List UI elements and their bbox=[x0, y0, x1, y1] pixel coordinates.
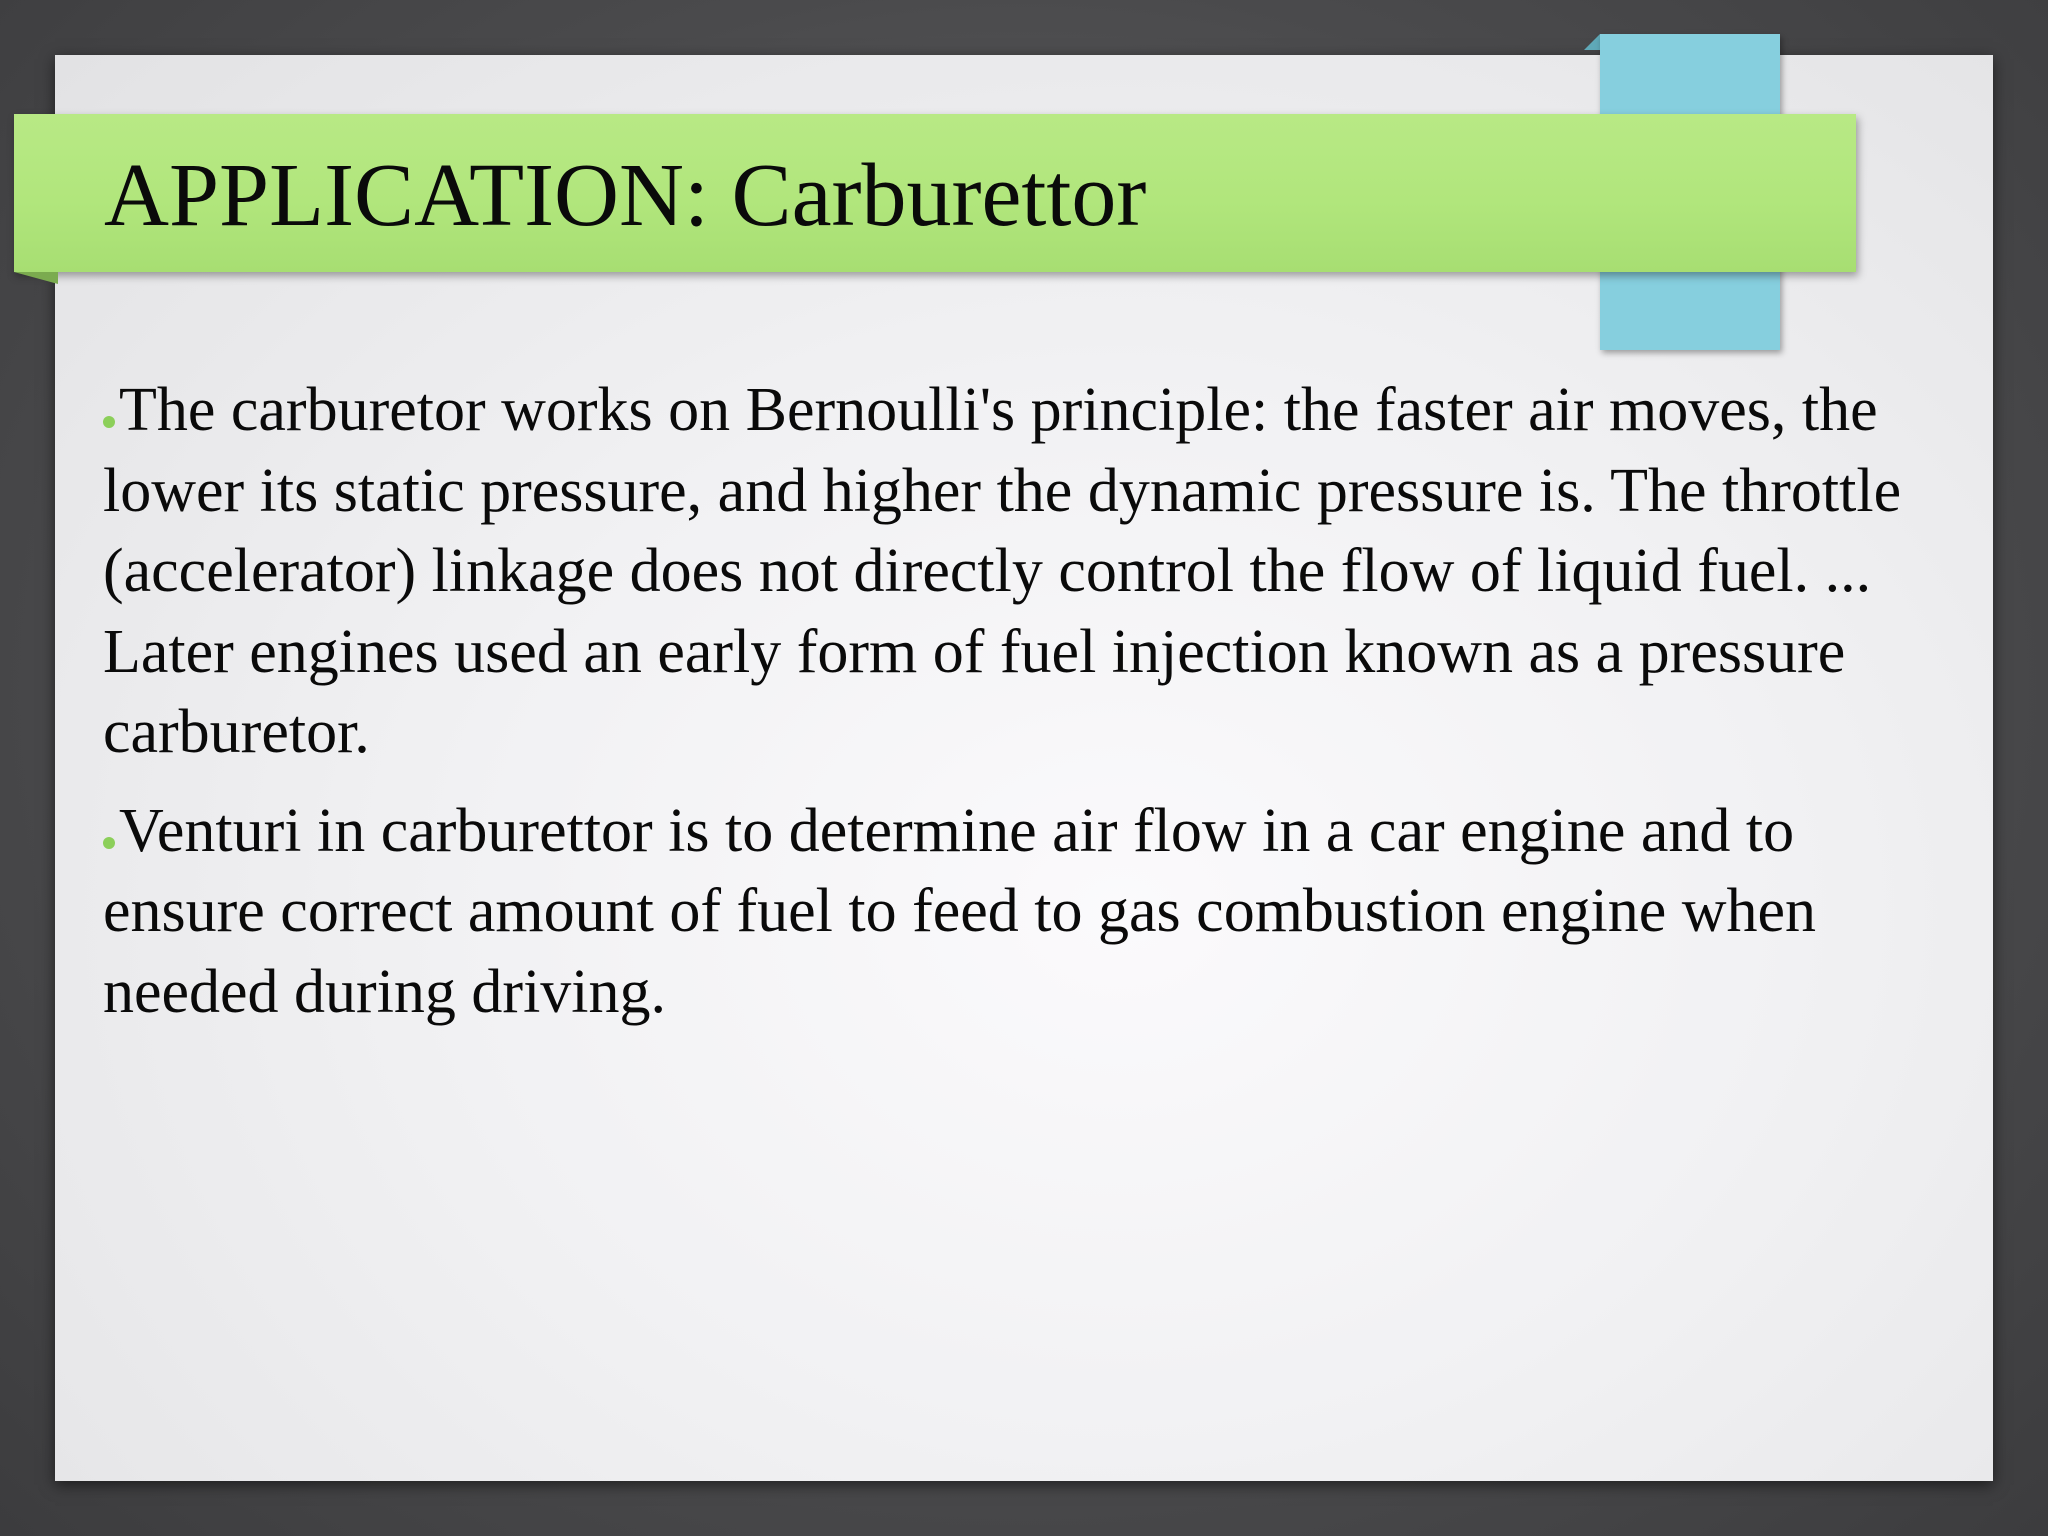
slide-title: APPLICATION: Carburettor bbox=[104, 146, 1147, 245]
bullet-text: Venturi in carburettor is to determine air flow in a car engine and to ensure correct amount of fuel to feed to gas combustion engine when needed during driving. bbox=[103, 796, 1817, 1026]
bullet-text: The carburetor works on Bernoulli's principle: the faster air moves, the lower its static pressure, and higher the dynamic pressure is. The throttle (accelerator) linkage does not directly control the flow of liquid fuel. ... Later engines used an early form of fuel injection known as a pressure carburetor. bbox=[103, 376, 1902, 766]
bullet-dot-icon bbox=[103, 837, 115, 849]
slide-content bbox=[103, 370, 1963, 1050]
blue-tab-fold bbox=[1584, 34, 1600, 50]
bullet-item bbox=[103, 791, 1963, 1033]
bullet-dot-icon bbox=[103, 416, 115, 428]
bullet-item bbox=[103, 370, 1963, 773]
title-banner-fold bbox=[14, 272, 58, 284]
